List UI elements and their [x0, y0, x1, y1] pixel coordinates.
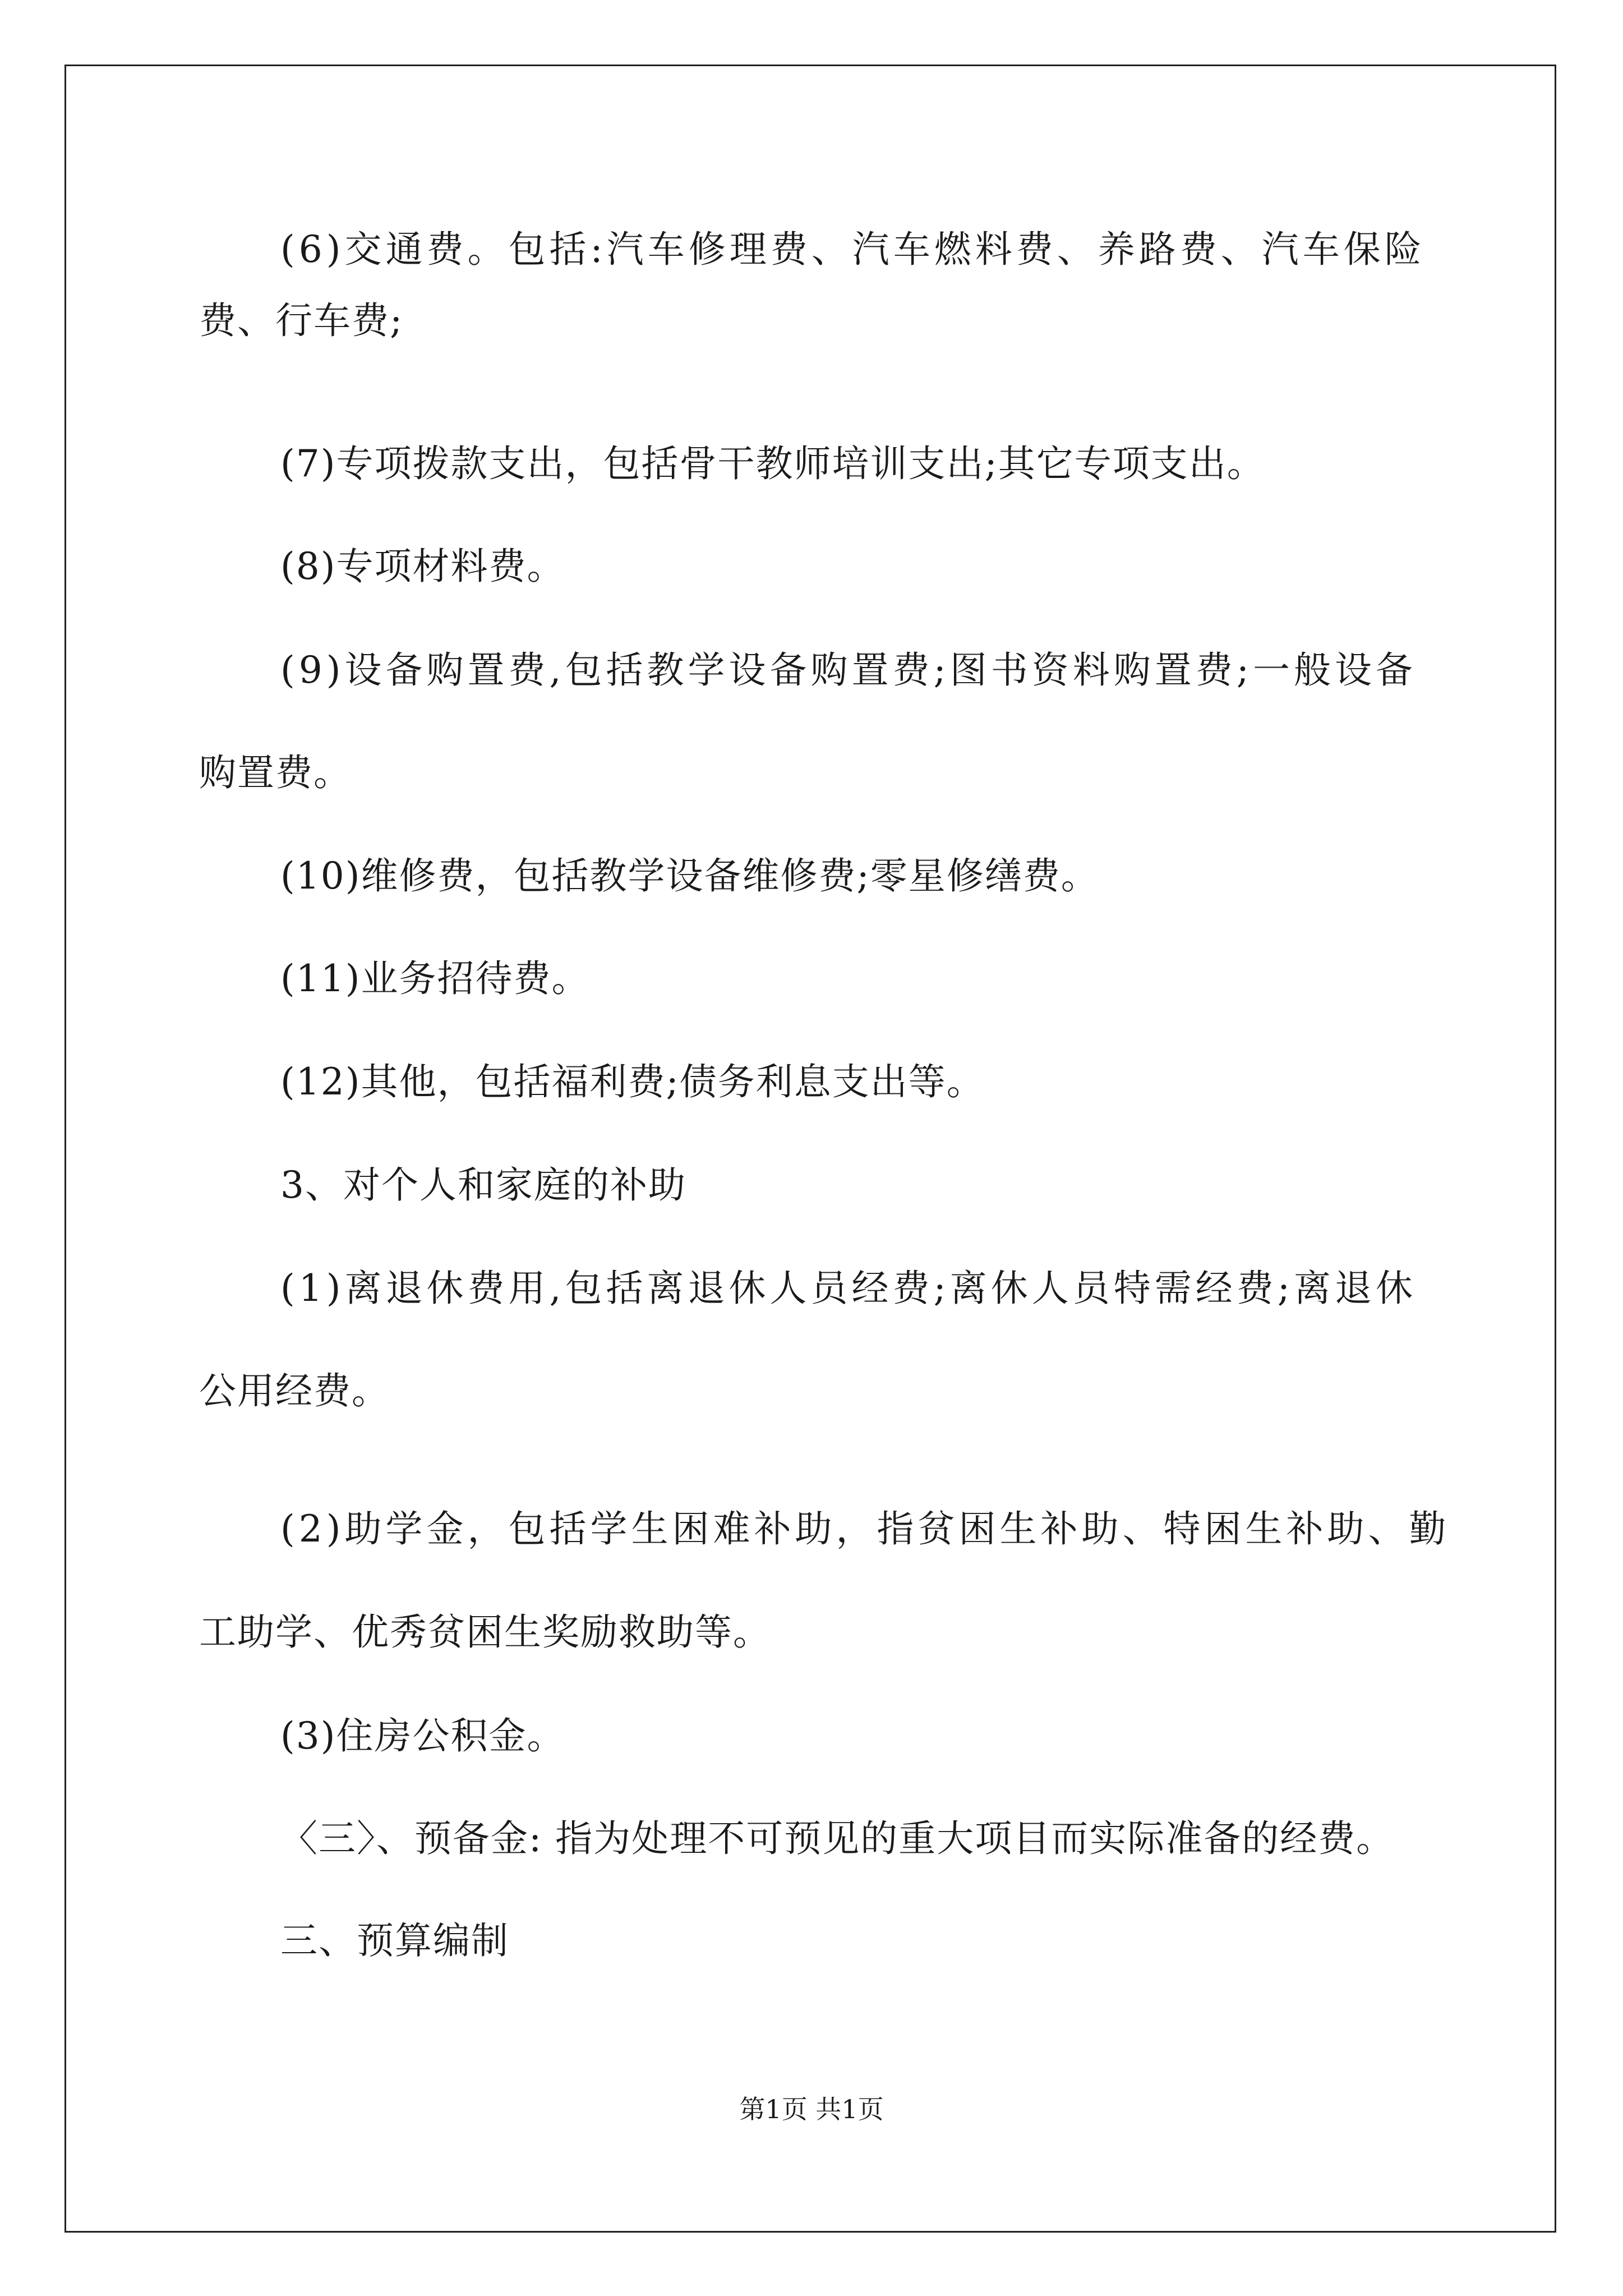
page-border: [64, 65, 1556, 2233]
paragraph-line: (2)助学金，包括学生困难补助，指贫困生补助、特困生补助、勤: [280, 1507, 1450, 1550]
paragraph-line: (9)设备购置费,包括教学设备购置费;图书资料购置费;一般设备: [280, 648, 1417, 692]
paragraph-line: (8)专项材料费。: [280, 545, 565, 588]
paragraph-line: (3)住房公积金。: [280, 1714, 565, 1757]
paragraph-line: (1)离退休费用,包括离退休人员经费;离休人员特需经费;离退休: [280, 1267, 1417, 1310]
paragraph-line: 3、对个人和家庭的补助: [280, 1163, 686, 1207]
paragraph-line: 三、预算编制: [280, 1919, 509, 1962]
paragraph-line: (6)交通费。包括:汽车修理费、汽车燃料费、养路费、汽车保险: [280, 228, 1426, 271]
paragraph-line: 〈三〉、预备金: 指为处理不可预见的重大项目而实际准备的经费。: [280, 1817, 1395, 1860]
paragraph-line: (10)维修费，包括教学设备维修费;零星修缮费。: [280, 854, 1099, 898]
paragraph-line: (7)专项拨款支出，包括骨干教师培训支出;其它专项支出。: [280, 442, 1265, 485]
paragraph-line: 购置费。: [199, 751, 352, 794]
paragraph-line: 公用经费。: [199, 1369, 390, 1412]
paragraph-line: 工助学、优秀贫困生奖励救助等。: [199, 1611, 771, 1654]
paragraph-line: (11)业务招待费。: [280, 957, 590, 1000]
paragraph-line: 费、行车费;: [199, 299, 404, 342]
paragraph-line: (12)其他，包括福利费;债务利息支出等。: [280, 1060, 985, 1103]
page-footer: 第1页 共1页: [739, 2094, 884, 2124]
